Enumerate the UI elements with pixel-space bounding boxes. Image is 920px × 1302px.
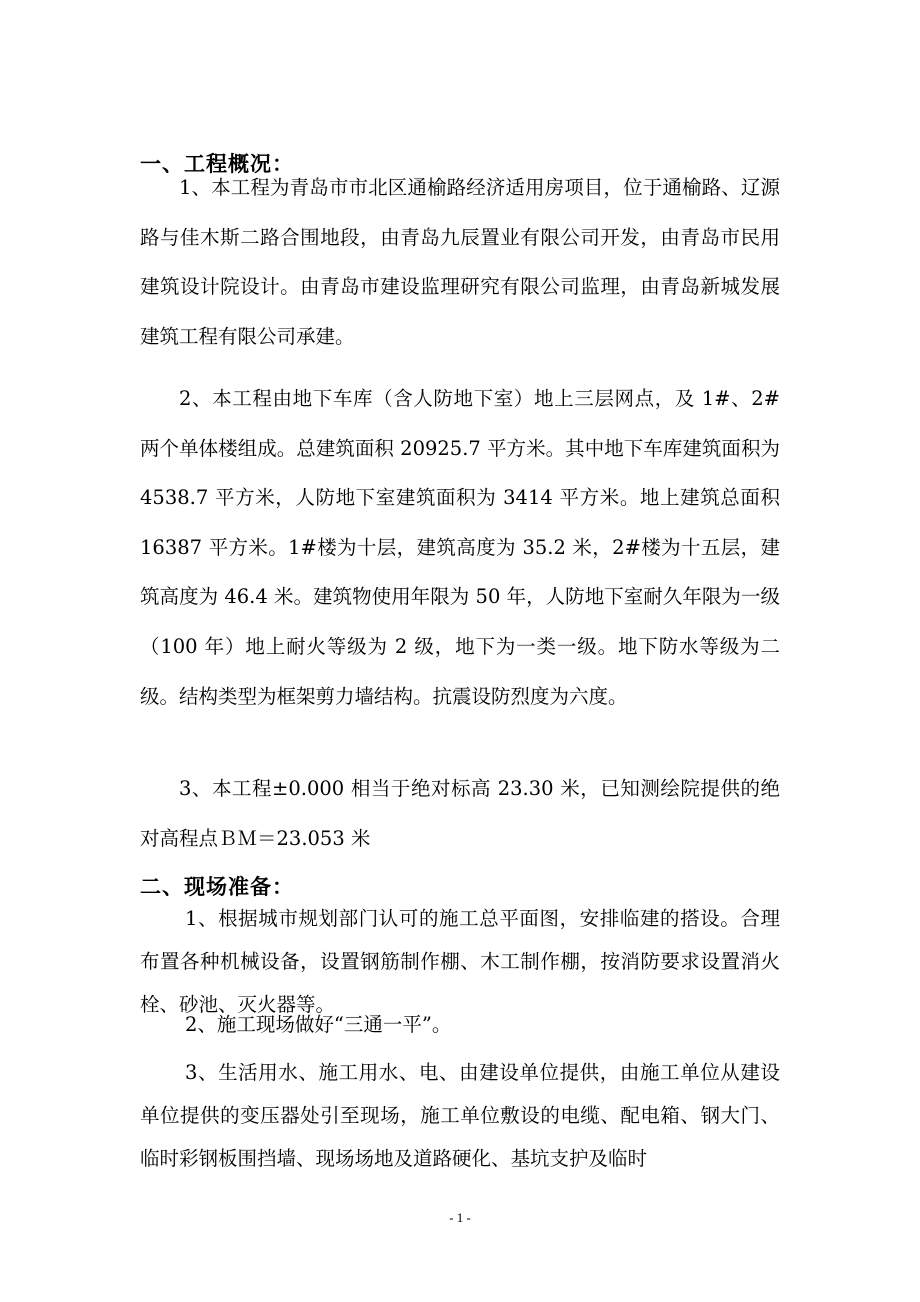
- page-number: - 1 -: [449, 1210, 471, 1225]
- overview-paragraph-2: 2、本工程由地下车库（含人防地下室）地上三层网点，及 1#、2#两个单体楼组成。总建筑面积 20925.7 平方米。其中地下车库建筑面积为 4538.7 平方米，人防地下室建筑面积为 3414 平方米。地上建筑总面积 16387 平方米。1#楼为十层，建筑高度为 35.2 米，2#楼为十五层，建筑高度为 46.4 米。建筑物使用年限为 50 年，人防地下室耐久年限为一级（100 年）地上耐火等级为 2 级，地下为一类一级。地下防水等级为二级。结构类型为框架剪力墙结构。抗震设防烈度为六度。: [140, 387, 780, 708]
- site-paragraph-3: 3、生活用水、施工用水、电、由建设单位提供，由施工单位从建设单位提供的变压器处引至现场，施工单位敷设的电缆、配电箱、钢大门、临时彩钢板围挡墙、现场场地及道路硬化、基坑支护及临时: [140, 1061, 780, 1170]
- overview-paragraph-3: 3、本工程±0.000 相当于绝对标高 23.30 米，已知测绘院提供的绝对高程点ＢＭ＝23.053 米: [140, 777, 780, 850]
- site-paragraph-2: 2、施工现场做好“三通一平”。: [185, 1013, 452, 1036]
- site-paragraph-1: 1、根据城市规划部门认可的施工总平面图，安排临建的搭设。合理布置各种机械设备，设置钢筋制作棚、木工制作棚，按消防要求设置消火栓、砂池、灭火器等。: [140, 907, 780, 1016]
- section-heading-overview: 一、工程概况：: [140, 152, 294, 176]
- section-heading-site-preparation: 二、现场准备：: [140, 875, 294, 899]
- overview-paragraph-1: 1、本工程为青岛市市北区通榆路经济适用房项目，位于通榆路、辽源路与佳木斯二路合围地段，由青岛九辰置业有限公司开发，由青岛市民用建筑设计院设计。由青岛市建设监理研究有限公司监理，由青岛新城发展建筑工程有限公司承建。: [140, 176, 780, 348]
